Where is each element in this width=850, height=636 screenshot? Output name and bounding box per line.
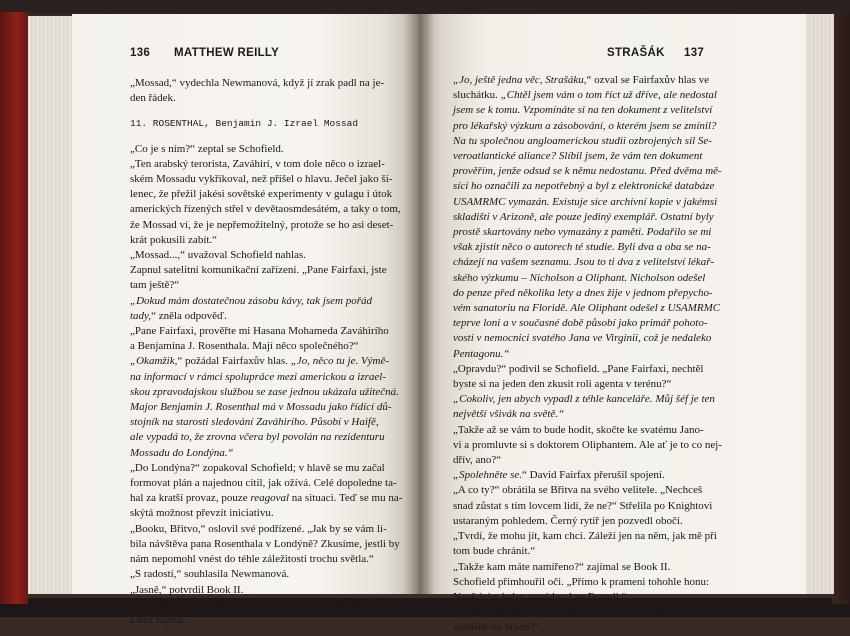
- text-line: [453, 149, 731, 164]
- text-line: nám nepomohl vnést do téhle záležitosti trochu světla.“: [130, 553, 374, 566]
- text-line: vi a promluvte si s doktorem Oliphantem. Ale ať je to co nej-: [453, 438, 722, 451]
- italic-run: prověřím, jenže odsud se k němu nedostanu. Před dvěma mě-: [453, 165, 722, 178]
- italic-run: skou zpravodajskou službou se zase jednou ukázala užitečná.: [130, 385, 399, 398]
- text-line: [453, 103, 731, 118]
- text-line: [453, 392, 731, 407]
- text-line: ském Mossadu vykřikoval, než přišel o hlavu. Ječel jako ší-: [130, 173, 393, 186]
- text-run: “ David Fairfax přerušil spojení.: [522, 469, 665, 482]
- page-edges-left: [28, 16, 74, 594]
- page-edges-right: [804, 14, 834, 594]
- text-line: „Co je s ním?“ zeptal se Schofield.: [130, 142, 284, 155]
- italic-run: „Jo, něco tu je. Výmě-: [290, 355, 390, 368]
- text-line: lenec, že přežil jakési sovětské experimenty v gulagu i útok: [130, 188, 393, 201]
- text-line: snad zůstat s tím lovcem lidí, že ne?“ Střelila po Knightovi: [453, 499, 713, 512]
- italic-run: Pentagonu.“: [453, 347, 510, 360]
- text-line: [453, 119, 731, 134]
- italic-run: teprve loni a v současné době působí jako primář pohoto-: [453, 317, 708, 330]
- text-line: ustaraným pohledem. Černý rytíř jen pozvedl obočí.: [453, 514, 683, 527]
- text-line: [453, 73, 731, 88]
- text-line: Schofield přimhouřil oči. „Přímo k prameni tohohle honu:: [453, 575, 710, 588]
- right-page-text: [453, 73, 731, 636]
- text-line: a Benjamina J. Rosenthala. Mají něco společného?“: [130, 340, 359, 353]
- italic-run: prostě skartovány nebo vymazány z paměti. Podařilo se mi: [453, 226, 712, 239]
- italic-run: jsem se k tomu. Vzpomínáte si na ten dokument z velitelství: [453, 104, 713, 117]
- italic-run: vosti v nemocnici svatého Jana ve Virginii, což je nedaleko: [453, 332, 712, 345]
- text-line: [453, 301, 731, 316]
- text-line: „Do Londýna?“ zopakoval Schofield; v hlavě se mu začal: [130, 461, 385, 474]
- italic-run: cházejí na vašem seznamu. Jsou to ti dva z velitelství lékař-: [453, 256, 715, 269]
- italic-run: na informací v rámci spolupráce mezi americkou a izrael-: [130, 370, 387, 383]
- italic-run: „Okamžik,: [130, 355, 178, 368]
- text-line: „Jasně,“ potvrdil Book II.: [130, 583, 244, 596]
- text-line: Aloysius Knight sledoval jejich rozhovor nezúčastněně: [130, 598, 373, 611]
- book-cover-left: [0, 12, 28, 604]
- text-line: skýtá možnost převzít iniciativu.: [130, 507, 274, 520]
- italic-run: veroatlantické aliance? Slíbil jsem, že vám ten dokument: [453, 150, 703, 163]
- text-line: „Opravdu?“ podivil se Schofield. „Pane Fairfaxi, nechtěl: [453, 362, 704, 375]
- right-page-number: 137: [684, 47, 705, 59]
- text-line: „Takže až se vám to bude hodit, skočte ke svatému Jano-: [453, 423, 704, 436]
- italic-run: „Chtěl jsem vám o tom říct už dříve, ale nedostal: [500, 89, 717, 102]
- text-line: [453, 255, 731, 270]
- text-line: že Mossad ví, že je nepřemožitelný, protože se ho asi deset-: [130, 218, 394, 231]
- text-line: amerických řízených střel v devětaosmdesátém, a taky o tom,: [130, 203, 401, 216]
- text-line: „Booku, Břitvo,“ oslovil své podřízené. „Jak by se vám lí-: [130, 522, 387, 535]
- italic-run: „Spolehněte se.: [453, 469, 523, 482]
- text-line: [130, 430, 402, 445]
- italic-run: pro lékařský výzkum a zásobování, o kterém jsem se zmínil?: [453, 119, 717, 132]
- left-page-number: 136: [130, 47, 151, 59]
- text-run: “ ozval se Fairfaxův hlas ve: [586, 74, 709, 86]
- text-line: byste si na jeden den zkusit roli agenta v terénu?“: [453, 378, 672, 391]
- text-line: [453, 210, 731, 225]
- text-line: bila návštěva pana Rosenthala v Londýně? Zkusíme, jestli by: [130, 537, 400, 550]
- text-line: 11. ROSENTHAL, Benjamin J. Izrael Mossad: [130, 118, 359, 130]
- right-running-head: STRAŠÁK: [607, 47, 665, 59]
- left-running-head: MATTHEW REILLY: [174, 47, 280, 59]
- text-line: Navštívím jeden starý hrad ve Francii.“: [453, 590, 627, 603]
- italic-run: ale vypadá to, že zrovna včera byl povolán na rezidenturu: [130, 431, 385, 444]
- text-line: „A jak se do něho chcete dostat?“ staral se Book II. „Jen tak: [453, 606, 718, 619]
- italic-run: vém sanatoriu na Floridě. Ale Oliphant odešel z USAMRMC: [453, 302, 721, 315]
- book-cover-right: [832, 12, 850, 604]
- text-line: dřív, ano?“: [453, 454, 502, 467]
- italic-run: síci ho označili za nepotřebný a byl z elektronické databáze: [453, 180, 715, 193]
- left-page: [72, 14, 420, 626]
- text-line: a bez zájmu.: [130, 613, 186, 626]
- text-line: [130, 309, 402, 324]
- text-line: [453, 164, 731, 179]
- text-line: „Tvrdí, že mohu jít, kam chci. Záleží jen na něm, jak mě při: [453, 530, 717, 543]
- italic-run: Major Benjamin J. Rosenthal má v Mossadu jako řídící dů-: [130, 401, 392, 414]
- text-line: [453, 225, 731, 240]
- text-line: „Pane Fairfaxi, prověřte mi Hasana Mohameda Zaváhirího: [130, 325, 389, 338]
- text-run: “ zněla odpověď.: [151, 309, 227, 322]
- text-line: [130, 354, 402, 369]
- text-line: [130, 106, 402, 116]
- text-line: [453, 316, 731, 331]
- text-line: „Ten arabský terorista, Zaváhirí, v tom dole něco o izrael-: [130, 157, 385, 170]
- text-line: [453, 271, 731, 286]
- text-line: [453, 468, 731, 483]
- text-line: Zapnul satelitní komunikační zařízení. „Pane Fairfaxi, jste: [130, 264, 387, 277]
- text-run: sluchátku.: [453, 89, 501, 102]
- text-line: [130, 400, 402, 415]
- italic-run: „Cokoliv, jen abych vypadl z téhle kanceláře. Můj šéf je ten: [453, 393, 715, 406]
- background-top: [0, 0, 850, 14]
- text-line: tom bude chránit.“: [453, 545, 536, 558]
- text-line: zabušíte na bránu?“: [453, 621, 540, 634]
- italic-run: Na tu společnou angloamerickou studii ozbrojených sil Se-: [453, 134, 712, 147]
- italic-run: ského výzkumu – Nicholson a Oliphant. Nicholson odešel: [453, 271, 706, 284]
- italic-run: USAMRMC vymazán. Existuje sice archivní kopie v jakémsi: [453, 195, 718, 208]
- text-line: formovat plán a najednou cítil, jak ožívá. Celé dopoledne ta-: [130, 477, 397, 490]
- italic-run: do penze před několika lety a dnes žije v jednom přepycho-: [453, 286, 713, 299]
- italic-run: „Jo, ještě jedna věc, Strašáku,: [453, 74, 587, 86]
- italic-run: stojník na starosti sledování Zaváhirího. Působí v Haifě,: [130, 416, 379, 429]
- text-line: [453, 407, 731, 422]
- text-line: [130, 446, 402, 461]
- book-gutter: [404, 14, 434, 594]
- left-page-text: [130, 76, 402, 628]
- italic-run: reagoval: [250, 492, 290, 505]
- text-line: „Takže kam máte namířeno?“ zajímal se Book II.: [453, 560, 671, 573]
- text-line: „Mossad,“ vydechla Newmanová, když jí zrak padl na je-: [130, 77, 385, 89]
- text-run: na situaci. Teď se mu na-: [289, 492, 403, 505]
- text-line: [130, 132, 402, 142]
- text-line: [130, 491, 402, 506]
- italic-run: největší všivák na světě.“: [453, 408, 565, 421]
- text-line: [453, 179, 731, 194]
- text-line: [130, 385, 402, 400]
- text-run: “ požádal Fairfaxův hlas.: [177, 355, 291, 368]
- italic-run: „Dokud mám dostatečnou zásobu kávy, tak jsem pořád: [130, 294, 372, 307]
- text-line: [130, 294, 402, 309]
- italic-run: Mossadu do Londýna.“: [130, 446, 234, 459]
- right-page: [418, 14, 806, 634]
- italic-run: však zjistit něco o autorech té studie. Byli dva a oba se na-: [453, 241, 711, 254]
- text-line: [453, 331, 731, 346]
- text-line: [453, 286, 731, 301]
- text-line: [453, 347, 731, 362]
- italic-run: tady,: [130, 309, 152, 322]
- text-line: tam ještě?“: [130, 279, 180, 292]
- text-line: [453, 240, 731, 255]
- text-line: [130, 370, 402, 385]
- text-line: [453, 88, 731, 103]
- text-line: den řádek.: [130, 92, 176, 105]
- text-line: krát pokusili zabít.“: [130, 233, 218, 246]
- text-line: [453, 134, 731, 149]
- text-run: hal za kratší provaz, pouze: [130, 492, 251, 505]
- text-line: „A co ty?“ obrátila se Břitva na svého velitele. „Nechceš: [453, 484, 703, 497]
- text-line: [130, 415, 402, 430]
- text-line: [453, 195, 731, 210]
- text-line: „S radostí,“ souhlasila Newmanová.: [130, 568, 290, 581]
- text-line: „Mossad...,“ uvažoval Schofield nahlas.: [130, 249, 306, 262]
- italic-run: skladišti v Arizoně, ale pouze jediný exemplář. Ostatní byly: [453, 210, 714, 223]
